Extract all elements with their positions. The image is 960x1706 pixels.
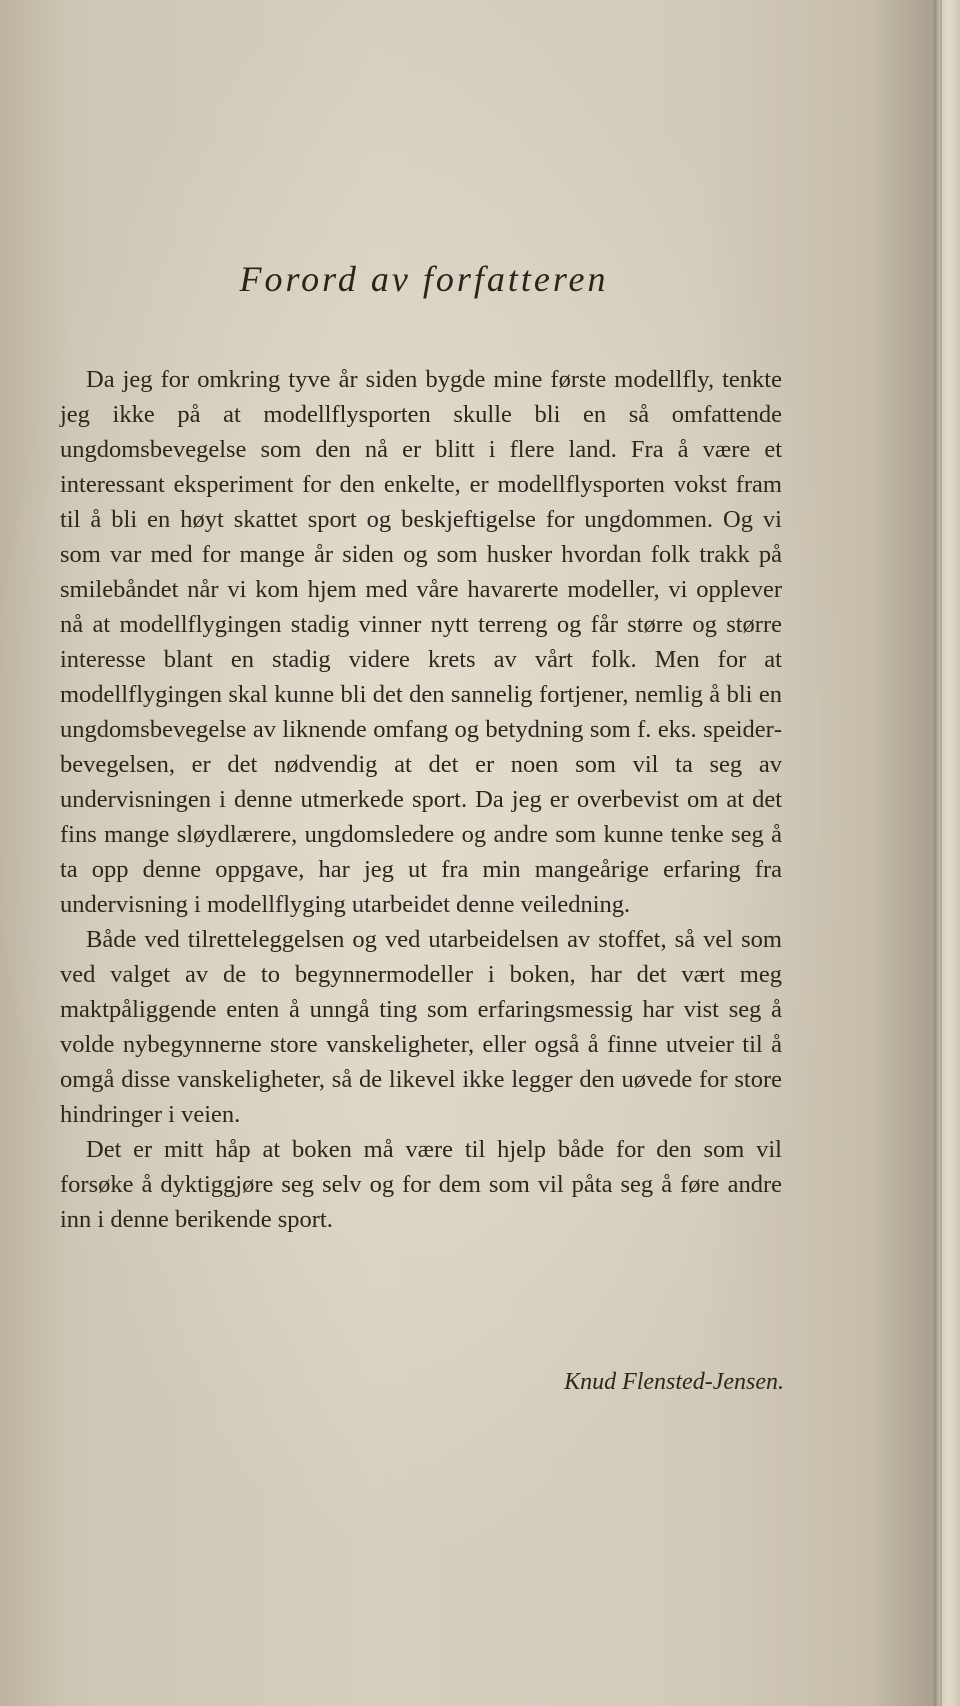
page-edge [934,0,960,1706]
preface-body [60,362,782,1237]
page-title: Forord av forfatteren [239,259,609,299]
paragraph-1: Da jeg for omkring tyve år siden bygde mine første modellfly, tenkte jeg ikke på at modellflysporten skulle bli en så omfattende ungdomsbevegelse som den nå er blitt i flere land. Fra å være et interessant eksperiment for den enkelte, er modellflysporten vokst fram til å bli en høyt skattet sport og beskjeftigelse for ungdommen. Og vi som var med for mange år siden og som husker hvordan folk trakk på smilebåndet når vi kom hjem med våre havarerte modeller, vi opplever nå at modellflygingen stadig vinner nytt terreng og får større og større interesse blant en stadig videre krets av vårt folk. Men for at modellflygingen skal kunne bli det den sannelig fortjener, nemlig å bli en ungdomsbevegelse av liknende omfang og betydning som f. eks. speiderbevegelsen, er det nødvendig at det er noen som vil ta seg av undervisningen i denne utmerkede sport. Da jeg er overbevist om at det fins mange sløydlærere, ungdomsledere og andre som kunne tenke seg å ta opp denne oppgave, har jeg ut fra min mangeårige erfaring fra undervisning i modellflyging utarbeidet denne veiledning. [60,366,782,918]
paragraph-3: Det er mitt håp at boken må være til hjelp både for den som vil forsøke å dyktiggjøre seg selv og for dem som vil påta seg å føre andre inn i denne berikende sport. [60,1136,782,1233]
paragraph-2: Både ved tilretteleggelsen og ved utarbeidelsen av stoffet, så vel som ved valget av de to begynnermodeller i boken, har det vært meg maktpåliggende enten å unngå ting som erfaringsmessig har vist seg å volde nybegynnerne store vanskeligheter, eller også å finne utveier til å omgå disse vanskeligheter, så de likevel ikke legger den uøvede for store hindringer i veien. [60,926,782,1128]
author-signature: Knud Flensted-Jensen. [564,1369,784,1395]
page-edge-line [940,0,942,1706]
